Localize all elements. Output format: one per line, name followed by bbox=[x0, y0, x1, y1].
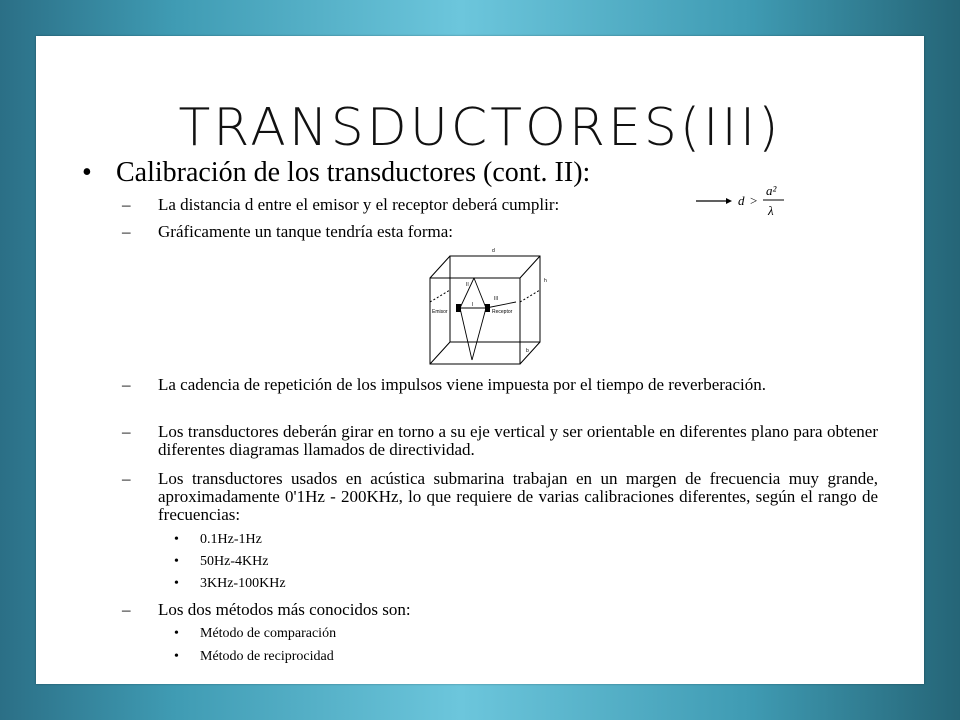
label-emisor: Emisor bbox=[432, 309, 448, 315]
range-item bbox=[174, 554, 268, 570]
bullet-dot-icon: • bbox=[174, 532, 179, 547]
bullet-rotate-text: Los transductores deberán girar en torno a su eje vertical y ser orientable en diferentes plano para obtener diferentes diagramas llamados de directividad. bbox=[158, 422, 878, 459]
label-receptor: Receptor bbox=[492, 309, 513, 315]
bullet-graph-text: Gráficamente un tanque tendría esta forma: bbox=[158, 222, 454, 241]
bullet-distance-text: La distancia d entre el emisor y el receptor deberá cumplir: bbox=[158, 195, 560, 214]
label-b: b bbox=[526, 348, 529, 354]
slide-title: TRANSDUCTORES(III) bbox=[178, 98, 782, 158]
slide bbox=[36, 36, 924, 684]
range-item-text: 50Hz-4KHz bbox=[200, 554, 269, 569]
dash-icon: – bbox=[122, 222, 131, 241]
label-d: d bbox=[492, 248, 495, 254]
bullet-dot-icon: • bbox=[174, 626, 179, 641]
bullet-cadence-text: La cadencia de repetición de los impulsos viene impuesta por el tiempo de reverberación. bbox=[158, 375, 766, 394]
tank-diagram bbox=[416, 242, 556, 372]
dash-icon: – bbox=[122, 195, 131, 214]
receiver-marker-icon bbox=[485, 304, 490, 312]
range-item-text: 3KHz-100KHz bbox=[200, 576, 286, 591]
formula-lhs: d bbox=[738, 193, 745, 208]
dash-icon: – bbox=[122, 375, 131, 394]
range-item bbox=[174, 532, 262, 548]
bullet-methods bbox=[122, 601, 878, 619]
formula-numerator: a² bbox=[766, 183, 777, 198]
signal-paths bbox=[460, 278, 516, 360]
bullet-graph bbox=[122, 223, 878, 241]
bullet-dot-icon: • bbox=[174, 576, 179, 591]
formula-op: > bbox=[750, 193, 758, 208]
bullet-dot-icon: • bbox=[82, 157, 92, 188]
distance-formula bbox=[696, 180, 806, 220]
main-bullet bbox=[82, 157, 590, 189]
emitter-marker-icon bbox=[456, 304, 461, 312]
bullet-dot-icon: • bbox=[174, 554, 179, 569]
bullet-cadence bbox=[122, 376, 878, 394]
label-path-one: I bbox=[472, 302, 474, 308]
bullet-methods-text: Los dos métodos más conocidos son: bbox=[158, 600, 411, 619]
label-path-two: II bbox=[466, 282, 469, 288]
method-item-text: Método de reciprocidad bbox=[200, 649, 334, 664]
dash-icon: – bbox=[122, 469, 131, 488]
main-bullet-text: Calibración de los transductores (cont. II): bbox=[116, 157, 591, 188]
label-path-three: III bbox=[494, 296, 499, 302]
range-item-text: 0.1Hz-1Hz bbox=[200, 532, 262, 547]
dash-icon: – bbox=[122, 422, 131, 441]
bullet-dot-icon: • bbox=[174, 649, 179, 664]
label-h: h bbox=[544, 278, 547, 284]
dash-icon: – bbox=[122, 600, 131, 619]
method-item bbox=[174, 626, 336, 642]
bullet-range bbox=[122, 470, 878, 524]
formula-denominator: λ bbox=[768, 203, 774, 218]
formula-arrowhead-icon bbox=[726, 198, 732, 204]
bullet-rotate bbox=[122, 423, 878, 459]
method-item-text: Método de comparación bbox=[200, 626, 337, 641]
bullet-range-text: Los transductores usados en acústica submarina trabajan en un margen de frecuencia muy grande, aproximadamente 0'1Hz - 200KHz, lo que requiere de varias calibraciones diferentes, según el rango de frecuencias: bbox=[158, 469, 878, 524]
range-item bbox=[174, 576, 286, 592]
method-item bbox=[174, 649, 334, 665]
